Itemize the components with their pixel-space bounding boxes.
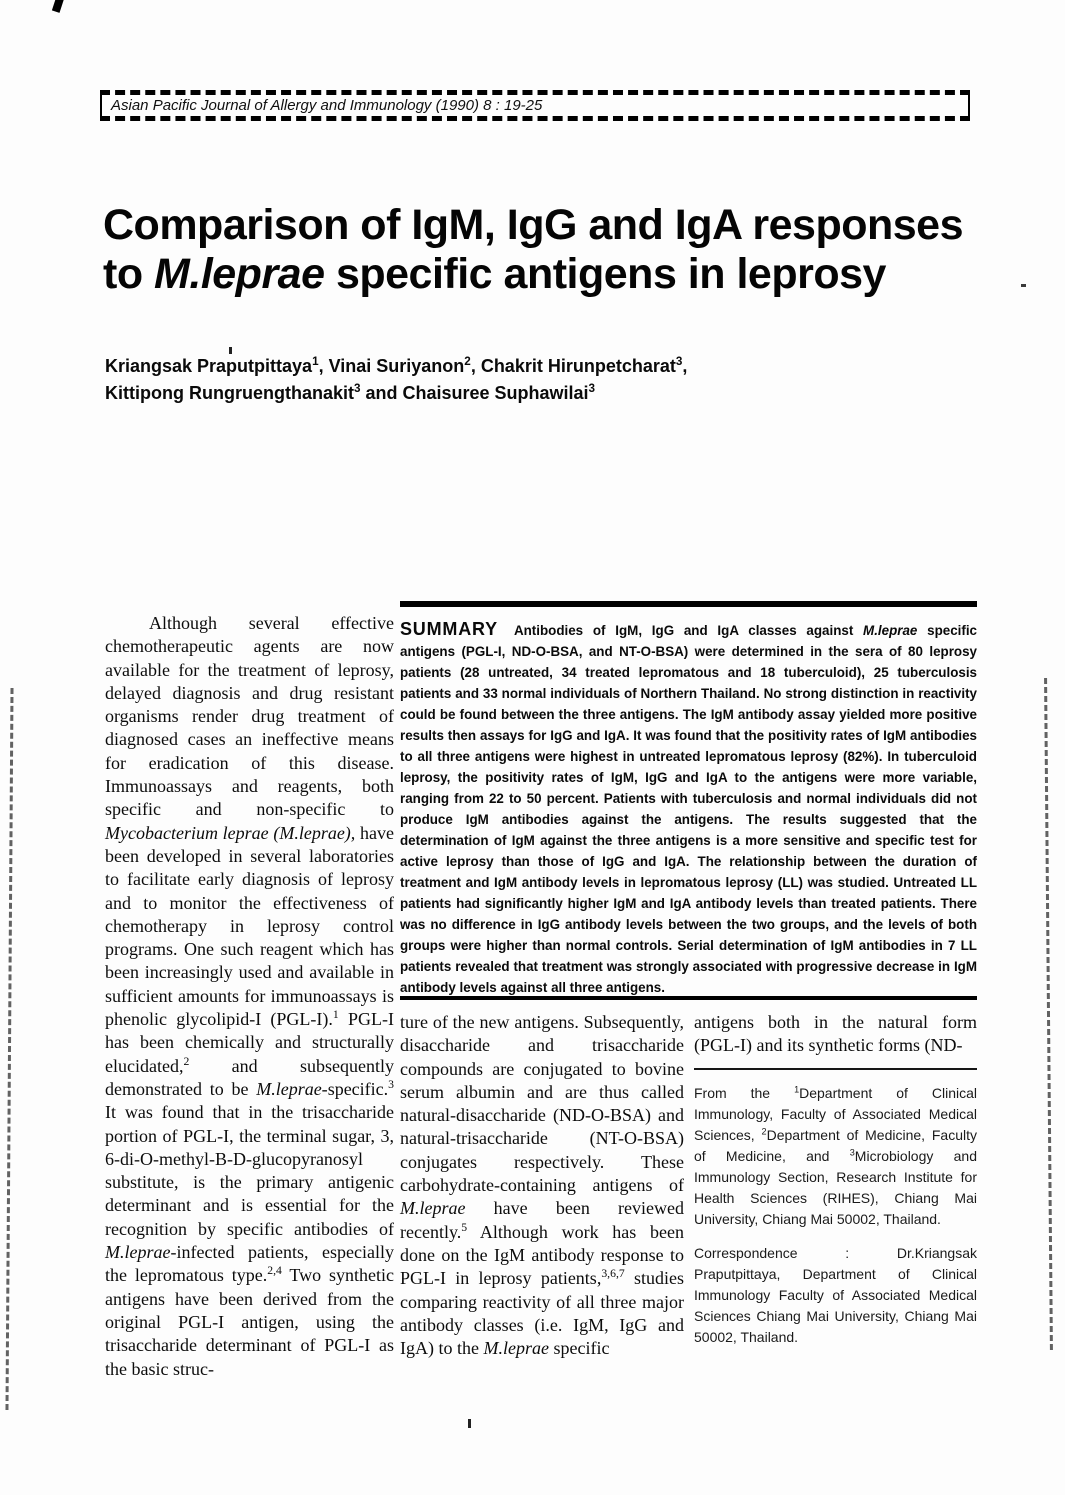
intro-column bbox=[105, 612, 394, 1381]
summary-heading: SUMMARY bbox=[400, 619, 498, 639]
summary-body: Antibodies of IgM, IgG and IgA classes against M.leprae specific antigens (PGL-I, ND-O-BSA, and NT-O-BSA) were determined in the sera of 80 leprosy patients (28 untreated, 34 treated lepromatous and 18 tuberculoid), 25 tuberculosis patients and 33 normal individuals of Northern Thailand. No strong distinction in reactivity could be found between the three antigens. The IgM antibody assay yielded more positive results then assays for IgG and IgA. It was found that the positivity rates of IgM antibodies to all three antigens were highest in untreated lepromatous leprosy (82%). In tuberculoid leprosy, the positivity rates of IgM, IgG and IgA to the antigens were more variable, ranging from 22 to 50 percent. Patients with tuberculosis and normal individuals did not produce IgM antibodies against the antigens. The results suggested that the determination of IgM against the three antigens is a more sensitive and specific test for active leprosy than those of IgG and IgA. The relationship between the duration of treatment and IgM antibody levels in lepromatous leprosy (LL) was studied. Untreated LL patients had significantly higher IgM and IgA antibody levels than treated patients. There was no difference in IgG antibody levels between the two groups, and the levels of both groups were higher than normal controls. Serial determination of IgM antibodies in 7 LL patients revealed that treatment was strongly associated with progressive decrease in IgM antibody levels against all three antigens. bbox=[400, 623, 977, 995]
title-line-2: to M.leprae specific antigens in leprosy bbox=[103, 250, 886, 298]
scan-edge-artifact-left bbox=[5, 688, 13, 1410]
author-list bbox=[105, 353, 687, 407]
scan-speck-artifact bbox=[1021, 284, 1026, 287]
summary-section bbox=[400, 601, 977, 998]
section-divider-rule bbox=[400, 996, 977, 1000]
author-line-1: Kriangsak Praputpittaya$^1$, Vinai Suriyanon$^2$, Chakrit Hirunpetcharat$^3$, bbox=[105, 355, 688, 376]
intro-paragraph: Although several effective chemotherapeutic agents are now available for the treatment of leprosy, delayed diagnosis and drug resistant organisms render drug treatment of diagnosed cases an ineffective means for eradication of this disease. Immunoassays and reagents, both specific and non-specific to Mycobacterium leprae (M.leprae), have been developed in several laboratories to facilitate early diagnosis of leprosy and to monitor the effectiveness of chemotherapy in leprosy control programs. One such reagent which has been increasingly used and available in sufficient amounts for immunoassays is phenolic glycolipid-I (PGL-I).$^1$ PGL-I has been chemically and structurally elucidated,$^2$ and subsequently demonstrated to be M.leprae-specific.$^3$ It was found that in the trisaccharide portion of PGL-I, the terminal sugar, 3, 6-di-O-methyl-B-D-glucopyranosyl substitute, is the primary antigenic determinant and is essential for the recognition by specific antibodies of M.leprae-infected patients, especially the lepromatous type.$^{2,4}$ Two synthetic antigens have been derived from the original PGL-I antigen, using the trisaccharide determinant of PGL-I as the basic struc- bbox=[105, 613, 394, 1379]
continuation-middle-column bbox=[400, 1011, 684, 1360]
article-title bbox=[103, 201, 963, 299]
affiliation-footnote: From the $^1$Department of Clinical Immunology, Faculty of Associated Medical Sciences, $^2$Department of Medicine, Faculty of Medicine, and $^3$Microbiology and Immunology Section, Research Institute for Health Sciences (RIHES), Chiang Mai University, Chiang Mai 50002, Thailand. bbox=[694, 1083, 977, 1227]
journal-header-box bbox=[100, 90, 970, 121]
author-line-2: Kittipong Rungruengthanakit$^3$ and Chaisuree Suphawilai$^3$ bbox=[105, 382, 596, 403]
scan-edge-artifact-right bbox=[1044, 678, 1053, 1350]
scan-speck-artifact bbox=[229, 347, 232, 354]
title-line-1: Comparison of IgM, IgG and IgA responses bbox=[103, 201, 963, 249]
footnote-divider-rule bbox=[694, 1068, 977, 1070]
correspondence-footnote: Correspondence : Dr.Kriangsak Praputpittaya, Department of Clinical Immunology Faculty of Associated Medical Sciences Chiang Mai University, Chiang Mai 50002, Thailand. bbox=[694, 1244, 977, 1345]
scan-corner-artifact bbox=[52, 0, 64, 13]
continuation-right-column bbox=[694, 1011, 977, 1348]
middle-column-paragraph: ture of the new antigens. Subsequently, disaccharide and trisaccharide compounds are conjugated to bovine serum albumin and are thus called natural-disaccharide (ND-O-BSA) and natural-trisaccharide (NT-O-BSA) conjugates respectively. These carbohydrate-containing antigens of M.leprae have been reviewed recently.$^5$ Although work has been done on the IgM antibody response to PGL-I in leprosy patients,$^{3,6,7}$ studies comparing reactivity of all three major antibody classes (i.e. IgM, IgG and IgA) to the M.leprae specific bbox=[400, 1012, 684, 1359]
scan-speck-artifact bbox=[468, 1419, 471, 1428]
right-column-paragraph: antigens both in the natural form (PGL-I) and its synthetic forms (ND- bbox=[694, 1012, 977, 1056]
journal-citation: Asian Pacific Journal of Allergy and Immunology (1990) 8 : 19-25 bbox=[111, 97, 543, 114]
summary-paragraph bbox=[400, 619, 977, 998]
